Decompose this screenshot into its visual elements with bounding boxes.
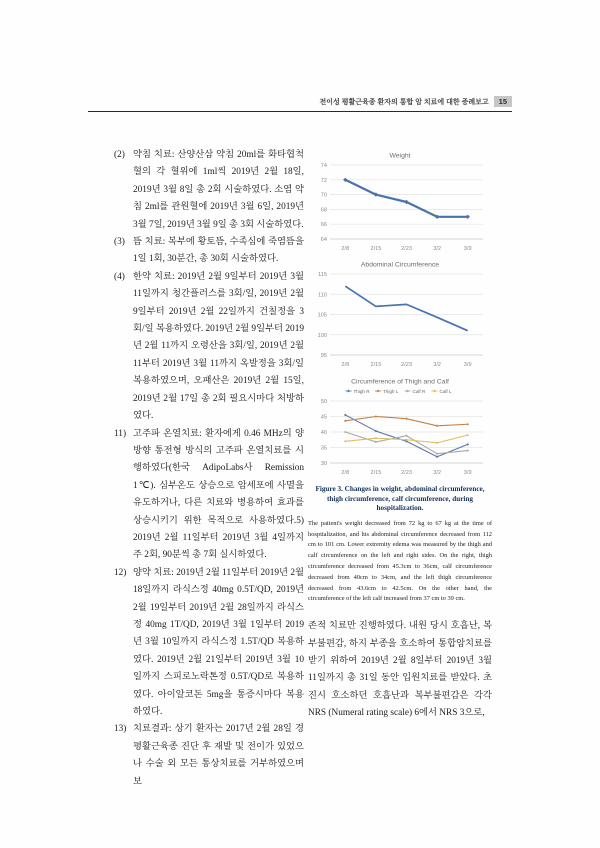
abdominal-circumference-chart: [308, 257, 492, 370]
item-number: (3): [114, 237, 125, 248]
body-paragraph-continuation: 존적 치료만 진행하였다. 내원 당시 호흡난, 복부불편감, 하지 부종을 호소하여 통합암치료를 받기 위하여 2019년 2월 8일부터 2019년 3월 11일까지 총 31일 동안 입원치료를 받았다. 초진시 호소하던 호흡난과 복부불편감은 각각 NRS (Numeral rating scale) 6에서 NRS 3으로,: [308, 621, 492, 719]
svg-text:110: 110: [318, 292, 327, 299]
svg-text:115: 115: [318, 272, 327, 278]
svg-text:3/9: 3/9: [463, 470, 472, 476]
svg-text:40: 40: [320, 430, 327, 436]
svg-text:35: 35: [320, 445, 327, 452]
paragraph-moxibustion: [114, 234, 304, 269]
paragraph-treatment-result: [114, 721, 304, 791]
item-text: 양약 치료: 2019년 2월 11일부터 2019년 2월 18일까지 라식스정 40mg 0.5T/QD, 2019년 2월 19일부터 2019년 2월 28일까지 라식스정 40mg 1T/QD, 2019년 3월 1일부터 2019년 3월 10일까지 라식스정 1.5T/QD 복용하였다. 2019년 2월 21일부터 2019년 3월 10일까지 스피로노락톤정 0.5T/QD로 복용하였다. 아이알코돈 5mg을 통증시마다 복용하였다.: [133, 567, 304, 717]
svg-text:Abdominal Circumference: Abdominal Circumference: [360, 261, 440, 269]
item-number: (2): [114, 150, 125, 160]
svg-text:66: 66: [320, 222, 327, 229]
item-text: 고주파 온열치료: 환자에게 0.46 MHz의 양방향 통전형 방식의 고주파 온열치료를 시행하였다(한국 AdipoLabs사 Remission 1℃). 심부온도 상승으로 암세포에 사멸을 유도하거나, 다른 치료와 병용하여 효과를 상승시키기 위한 목적으로 사용하였다.5) 2019년 2월 11일부터 2019년 3월 4일까지 주 2회, 90분씩 총 7회 실시하였다.: [133, 428, 304, 561]
svg-text:Circumference of Thigh and Cal: Circumference of Thigh and Calf: [351, 378, 449, 386]
item-text: 치료결과: 상기 환자는 2017년 2월 28일 경 평활근육종 진단 후 재발 및 전이가 있었으나 수술 외 모든 통상치료를 거부하였으며 보: [133, 724, 304, 787]
svg-text:68: 68: [320, 207, 327, 214]
svg-text:105: 105: [317, 312, 327, 319]
svg-text:70: 70: [320, 192, 327, 199]
svg-text:3/2: 3/2: [433, 246, 441, 252]
svg-text:30: 30: [320, 461, 327, 467]
svg-text:2/15: 2/15: [370, 362, 382, 368]
svg-text:50: 50: [320, 399, 327, 405]
svg-text:2/8: 2/8: [341, 470, 350, 476]
paragraph-herbal-medicine: [114, 269, 304, 426]
svg-text:100: 100: [317, 332, 327, 339]
page-header: [88, 96, 512, 107]
svg-text:45: 45: [320, 414, 327, 421]
figure-3-charts: [308, 148, 492, 478]
header-rule: [88, 111, 512, 112]
svg-text:3/2: 3/2: [433, 470, 441, 476]
svg-text:95: 95: [320, 353, 327, 359]
item-number: 11): [114, 428, 127, 439]
svg-text:2/23: 2/23: [401, 470, 412, 476]
paragraph-hyperthermia: [114, 426, 304, 565]
svg-text:3/2: 3/2: [433, 362, 441, 368]
paragraph-western-medicine: [114, 565, 304, 722]
svg-text:74: 74: [320, 163, 327, 169]
svg-text:2/15: 2/15: [370, 470, 382, 476]
svg-text:Thigh R: Thigh R: [353, 388, 370, 394]
item-number: 13): [114, 724, 127, 735]
svg-text:2/8: 2/8: [341, 362, 350, 368]
paragraph-acupuncture: [114, 147, 304, 234]
item-number: (4): [114, 271, 125, 282]
svg-text:2/23: 2/23: [401, 362, 412, 368]
item-text: 뜸 치료: 복부에 황토뜸, 수족심에 죽염뜸을 1일 1회, 30분간, 총 30회 시술하였다.: [133, 237, 304, 265]
item-number: 12): [114, 567, 127, 578]
figure-caption-heading: Figure 3. Changes in weight, abdominal circumference, thigh circumference, calf circumference, during hospitalization.: [315, 485, 485, 513]
running-title: 전이성 평활근육종 환자의 통합 암 치료에 대한 증례보고: [319, 98, 489, 106]
svg-text:Calf L: Calf L: [439, 388, 452, 394]
item-text: 약침 치료: 산양산삼 약침 20ml를 화타협척혈의 각 혈위에 1ml씩 2019년 2월 18일, 2019년 3월 8일 총 2회 시술하였다. 소염 약침 2ml를 관원혈에 2019년 3월 6일, 2019년 3월 7일, 2019년 3월 9일 총 3회 시술하였다.: [133, 150, 304, 230]
svg-text:72: 72: [320, 177, 327, 184]
svg-text:Calf R: Calf R: [412, 388, 426, 394]
figure-caption-body: The patient's weight decreased from 72 kg to 67 kg at the time of hospitalization, and his abdominal circumference decreased from 112 cm to 101 cm. Lower extremity edema was measured by the thigh and calf circumference on the left and right sides. On the right, thigh circumference decreased from 45.3cm to 36cm, calf circumference decreased from 40cm to 34cm, and the left thigh circumference decreased from 43.6cm to 42.5cm. On the other hand, the circumference of the left calf increased from 37 cm to 39 cm.: [308, 519, 492, 603]
left-column: [114, 147, 304, 791]
svg-text:64: 64: [320, 237, 327, 243]
svg-text:Weight: Weight: [389, 152, 411, 160]
item-text: 한약 치료: 2019년 2월 9일부터 2019년 3월 11일까지 청간플러스를 3회/일, 2019년 2월 9일부터 2019년 2월 22일까지 건칠정을 3회/일 복용하였다. 2019년 2월 9일부터 2019년 2월 11까지 오령산을 3회/일, 2019년 2월 11부터 2019년 3월 11까지 옥발정을 3회/일 복용하였으며, 오패산은 2019년 2월 15일, 2019년 2월 17일 총 2회 필요시마다 처방하였다.: [133, 271, 304, 422]
thigh-calf-circumference-chart: [308, 374, 492, 478]
page-number: 15: [494, 96, 512, 107]
svg-text:2/15: 2/15: [370, 246, 382, 252]
svg-text:Thigh L: Thigh L: [383, 388, 399, 394]
right-column: [308, 148, 492, 723]
svg-text:3/9: 3/9: [463, 246, 472, 252]
weight-chart: [308, 148, 492, 254]
svg-text:3/9: 3/9: [463, 362, 472, 368]
svg-text:2/23: 2/23: [401, 246, 412, 252]
svg-text:2/8: 2/8: [341, 246, 350, 252]
